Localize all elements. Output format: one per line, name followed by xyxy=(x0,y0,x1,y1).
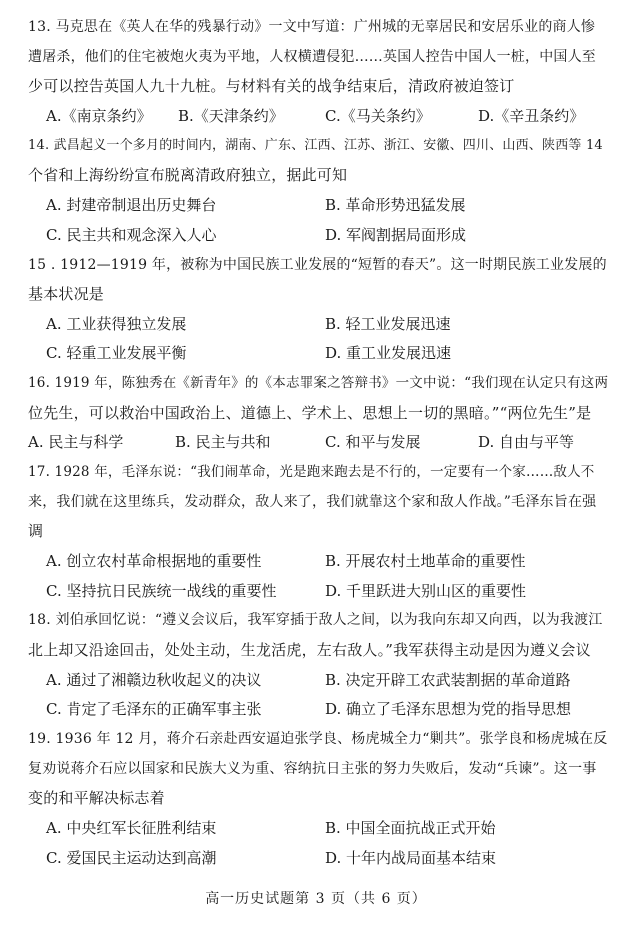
question-18-option-a: A. 通过了湘赣边秋收起义的决议 xyxy=(46,671,262,689)
question-16-option-b: B. 民主与共和 xyxy=(175,433,271,451)
question-17-stem-line-1: 17. 1928 年，毛泽东说：“我们闹革命，光是跑来跑去是不行的，一定要有一个家……敌人不 xyxy=(28,464,595,480)
question-16-option-d: D. 自由与平等 xyxy=(478,433,575,451)
question-13-option-b: B.《天津条约》 xyxy=(178,107,284,125)
question-19-stem-line-1: 19. 1936 年 12 月，蒋介石亲赴西安逼迫张学良、杨虎城全力“剿共”。张学良和杨虎城在反 xyxy=(28,731,608,747)
question-16-option-a: A. 民主与科学 xyxy=(28,433,124,451)
question-19-option-b: B. 中国全面抗战正式开始 xyxy=(325,819,496,837)
question-14-option-c: C. 民主共和观念深入人心 xyxy=(46,226,217,244)
question-19-stem-line-2: 复劝说蒋介石应以国家和民族大义为重、容纳抗日主张的努力失败后，发动“兵谏”。这一事 xyxy=(28,761,597,777)
question-13-stem-line-2: 遭屠杀，他们的住宅被炮火夷为平地，人权横遭侵犯……英国人控告中国人一桩，中国人至 xyxy=(28,49,596,65)
question-15-option-d: D. 重工业发展迅速 xyxy=(325,344,452,362)
question-17-option-b: B. 开展农村土地革命的重要性 xyxy=(325,552,526,570)
question-19-option-c: C. 爱国民主运动达到高潮 xyxy=(46,849,217,867)
question-14-option-a: A. 封建帝制退出历史舞台 xyxy=(46,196,217,214)
question-17-option-d: D. 千里跃进大别山区的重要性 xyxy=(325,582,527,600)
question-13-option-c: C.《马关条约》 xyxy=(325,107,431,125)
question-18-stem-line-2: 北上却又沿途回击，处处主动，生龙活虎，左右敌人。”我军获得主动是因为遵义会议 xyxy=(28,641,591,659)
question-13-stem-line-3: 少可以控告英国人九十九桩。与材料有关的战争结束后，清政府被迫签订 xyxy=(28,77,515,95)
question-18-stem-line-1: 18. 刘伯承回忆说：“遵义会议后，我军穿插于敌人之间，以为我向东却又向西，以为我渡江 xyxy=(28,612,603,628)
question-19-stem-line-3: 变的和平解决标志着 xyxy=(28,789,165,807)
question-13-option-a: A.《南京条约》 xyxy=(46,107,152,125)
question-14-stem-line-1: 14. 武昌起义一个多月的时间内，湖南、广东、江西、江苏、浙江、安徽、四川、山西、陕西等 14 xyxy=(28,138,603,153)
question-14-option-d: D. 军阀割据局面形成 xyxy=(325,226,467,244)
question-15-stem-line-2: 基本状况是 xyxy=(28,285,105,303)
question-19-option-d: D. 十年内战局面基本结束 xyxy=(325,849,497,867)
question-17-stem-line-2: 来，我们就在这里练兵，发动群众，敌人来了，我们就靠这个家和敌人作战。”毛泽东旨在强 xyxy=(28,494,597,510)
question-18-option-b: B. 决定开辟工农武装割据的革命道路 xyxy=(325,671,571,689)
question-13-option-d: D.《辛丑条约》 xyxy=(478,107,585,125)
question-17-stem-line-3: 调 xyxy=(28,522,44,540)
question-16-stem-line-1: 16. 1919 年，陈独秀在《新青年》的《本志罪案之答辩书》一文中说：“我们现在认定只有这两 xyxy=(28,375,609,391)
question-15-stem-line-1: 15 . 1912—1919 年，被称为中国民族工业发展的“短暂的春天”。这一时期民族工业发展的 xyxy=(28,257,607,273)
page-footer: 高一历史试题第 3 页（共 6 页） xyxy=(205,891,427,907)
question-17-option-a: A. 创立农村革命根据地的重要性 xyxy=(46,552,262,570)
question-16-option-c: C. 和平与发展 xyxy=(325,433,421,451)
question-18-option-c: C. 肯定了毛泽东的正确军事主张 xyxy=(46,700,262,718)
question-19-option-a: A. 中央红军长征胜利结束 xyxy=(46,819,217,837)
question-14-option-b: B. 革命形势迅猛发展 xyxy=(325,196,466,214)
question-15-option-b: B. 轻工业发展迅速 xyxy=(325,315,451,333)
question-16-stem-line-2: 位先生，可以救治中国政治上、道德上、学术上、思想上一切的黑暗。”“两位先生”是 xyxy=(28,404,592,422)
question-13-stem-line-1: 13. 马克思在《英人在华的残暴行动》一文中写道：广州城的无辜居民和安居乐业的商人惨 xyxy=(28,19,596,35)
question-14-stem-line-2: 个省和上海纷纷宣布脱离清政府独立，据此可知 xyxy=(28,166,348,184)
question-15-option-c: C. 轻重工业发展平衡 xyxy=(46,344,187,362)
question-18-option-d: D. 确立了毛泽东思想为党的指导思想 xyxy=(325,700,572,718)
question-15-option-a: A. 工业获得独立发展 xyxy=(46,315,187,333)
question-17-option-c: C. 坚持抗日民族统一战线的重要性 xyxy=(46,582,277,600)
